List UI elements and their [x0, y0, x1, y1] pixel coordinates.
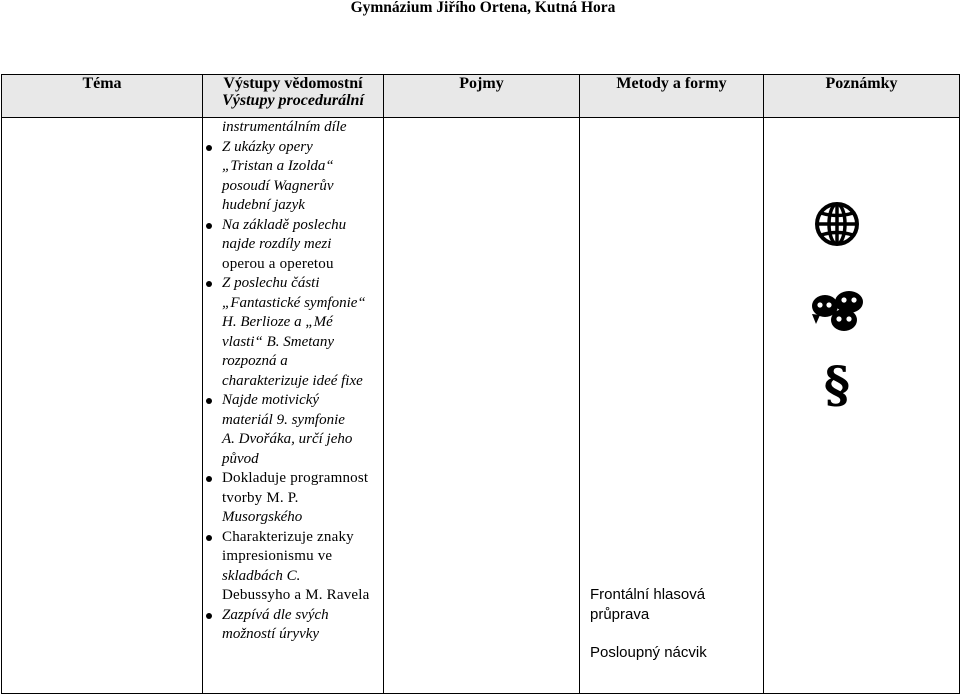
school-name: Gymnázium Jiřího Ortena, Kutná Hora — [350, 0, 616, 16]
list-item — [214, 606, 383, 645]
svg-text:§: § — [823, 360, 851, 410]
globe-icon — [813, 200, 861, 248]
header-vystupy-proceduralni: Výstupy procedurální — [222, 92, 364, 109]
header-pojmy: Pojmy — [384, 75, 580, 118]
header-vystupy — [203, 75, 384, 118]
list-item — [214, 528, 383, 606]
outcome-line: skladbách C. — [222, 567, 301, 584]
people-discussion-icon — [810, 288, 868, 334]
list-item — [214, 118, 383, 138]
outcome-line: charakterizuje ideé fixe — [222, 372, 363, 389]
cell-vystupy — [203, 118, 384, 694]
outcome-line: Dokladuje programnost — [222, 470, 369, 486]
outcome-line: „Fantastické symfonie“ — [222, 294, 366, 311]
outcome-line: hudební jazyk — [222, 197, 305, 213]
outcome-line: posoudí Wagnerův — [222, 177, 334, 194]
paragraph-section-icon — [817, 360, 857, 410]
cell-poznamky — [764, 118, 960, 694]
outcome-line: Debussyho a M. Ravela — [222, 587, 370, 603]
table-header-row — [2, 75, 960, 118]
list-item — [214, 138, 383, 216]
outcome-line: rozpozná a — [222, 353, 288, 369]
cell-tema — [2, 118, 203, 694]
outcome-line: Z ukázky opery — [222, 138, 313, 155]
cell-pojmy — [384, 118, 580, 694]
method-line: Posloupný nácvik — [590, 644, 707, 661]
header-metody: Metody a formy — [580, 75, 764, 118]
list-item — [214, 469, 383, 528]
table-body-row — [2, 118, 960, 694]
outcome-line: A. Dvořáka, určí jeho — [222, 431, 353, 447]
list-item — [214, 216, 383, 275]
outcome-line: možností úryvky — [222, 626, 320, 642]
outcome-line: najde rozdíly mezi — [222, 236, 332, 252]
method-line: Frontální hlasová — [590, 586, 706, 603]
outcome-line: Najde motivický — [222, 392, 320, 408]
curriculum-table — [1, 74, 960, 694]
header-vystupy-vedomostni: Výstupy vědomostní — [223, 75, 363, 92]
outcome-line: Z poslechu části — [222, 275, 320, 291]
header-tema: Téma — [2, 75, 203, 118]
outcome-line: Charakterizuje znaky — [222, 528, 354, 545]
outcome-line: materiál 9. symfonie — [222, 411, 345, 428]
outcome-line: Zazpívá dle svých — [222, 606, 329, 623]
cell-metody — [580, 118, 764, 694]
outcome-line: impresionismu ve — [222, 548, 333, 564]
outcomes-list — [203, 118, 383, 645]
method-line: průprava — [590, 606, 650, 623]
outcome-line: „Tristan a Izolda“ — [222, 158, 334, 174]
header-poznamky: Poznámky — [764, 75, 960, 118]
list-item — [214, 391, 383, 469]
outcome-line: Na základě poslechu — [222, 216, 347, 233]
outcome-line: operou a operetou — [222, 255, 334, 272]
outcome-line: původ — [222, 450, 259, 467]
outcome-line: Musorgského — [222, 509, 303, 525]
outcome-line: H. Berlioze a „Mé — [222, 314, 333, 330]
outcome-line: tvorby M. P. — [222, 489, 299, 506]
outcome-line: vlasti“ B. Smetany — [222, 333, 335, 350]
outcome-line: instrumentálním díle — [222, 119, 347, 135]
list-item — [214, 274, 383, 391]
